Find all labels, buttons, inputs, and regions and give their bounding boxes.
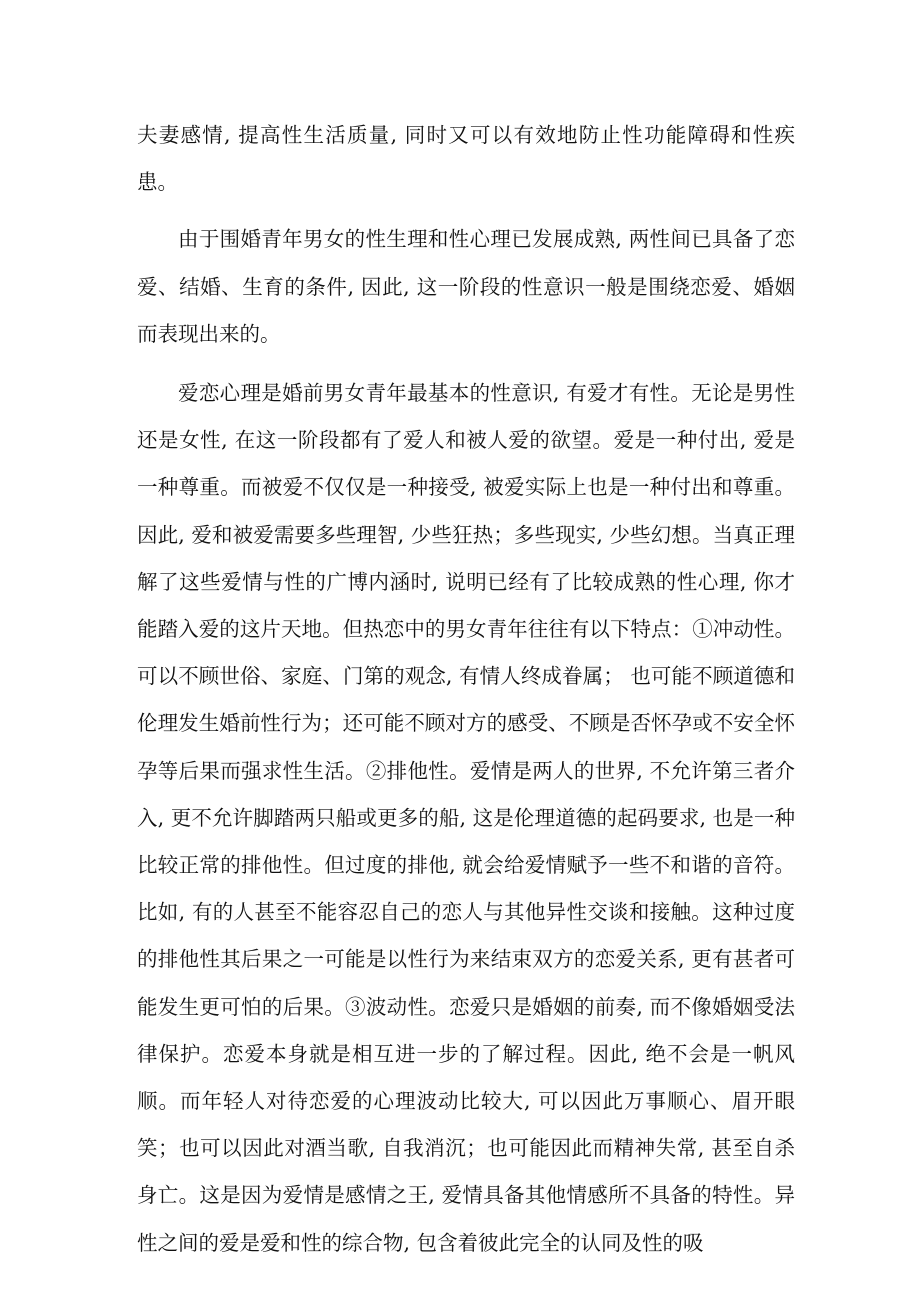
paragraph-mature-youth: 由于围婚青年男女的性生理和性心理已发展成熟, 两性间已具备了恋爱、结婚、生育的条件, 因此, 这一阶段的性意识一般是围绕恋爱、婚姻而表现出来的。 <box>137 227 795 346</box>
paragraph-love-psychology: 爱恋心理是婚前男女青年最基本的性意识, 有爱才有性。无论是男性还是女性, 在这一阶段都有了爱人和被人爱的欲望。爱是一种付出, 爱是一种尊重。而被爱不仅仅是一种接受, 被爱实际上也是一种付出和尊重。因此, 爱和被爱需要多些理智, 少些狂热；多些现实, 少些幻想。当真正理解了这些爱情与性的广博内涵时, 说明已经有了比较成熟的性心理, 你才能踏入爱的这片天地。但热恋中的男女青年往往有以下特点：①冲动性。可以不顾世俗、家庭、门第的观念, 有情人终成眷属； 也可能不顾道德和伦理发生婚前性行为；还可能不顾对方的感受、不顾是否怀孕或不安全怀孕等后果而强求性生活。②排他性。爱情是两人的世界, 不允许第三者介入, 更不允许脚踏两只船或更多的船, 这是伦理道德的起码要求, 也是一种比较正常的排他性。但过度的排他, 就会给爱情赋予一些不和谐的音符。比如, 有的人甚至不能容忍自己的恋人与其他异性交谈和接触。这种过度的排他性其后果之一可能是以性行为来结束双方的恋爱关系, 更有甚者可能发生更可怕的后果。③波动性。恋爱只是婚姻的前奏, 而不像婚姻受法律保护。恋爱本身就是相互进一步的了解过程。因此, 绝不会是一帆风顺。而年轻人对待恋爱的心理波动比较大, 可以因此万事顺心、眉开眼笑；也可以因此对酒当歌, 自我消沉；也可能因此而精神失常, 甚至自杀身亡。这是因为爱情是感情之王, 爱情具备其他情感所不具备的特性。异性之间的爱是爱和性的综合物, 包含着彼此完全的认同及性的吸 <box>137 381 795 1255</box>
paragraph-continuation: 夫妻感情, 提高性生活质量, 同时又可以有效地防止性功能障碍和性疾患。 <box>137 123 795 195</box>
document-body <box>137 112 795 1267</box>
